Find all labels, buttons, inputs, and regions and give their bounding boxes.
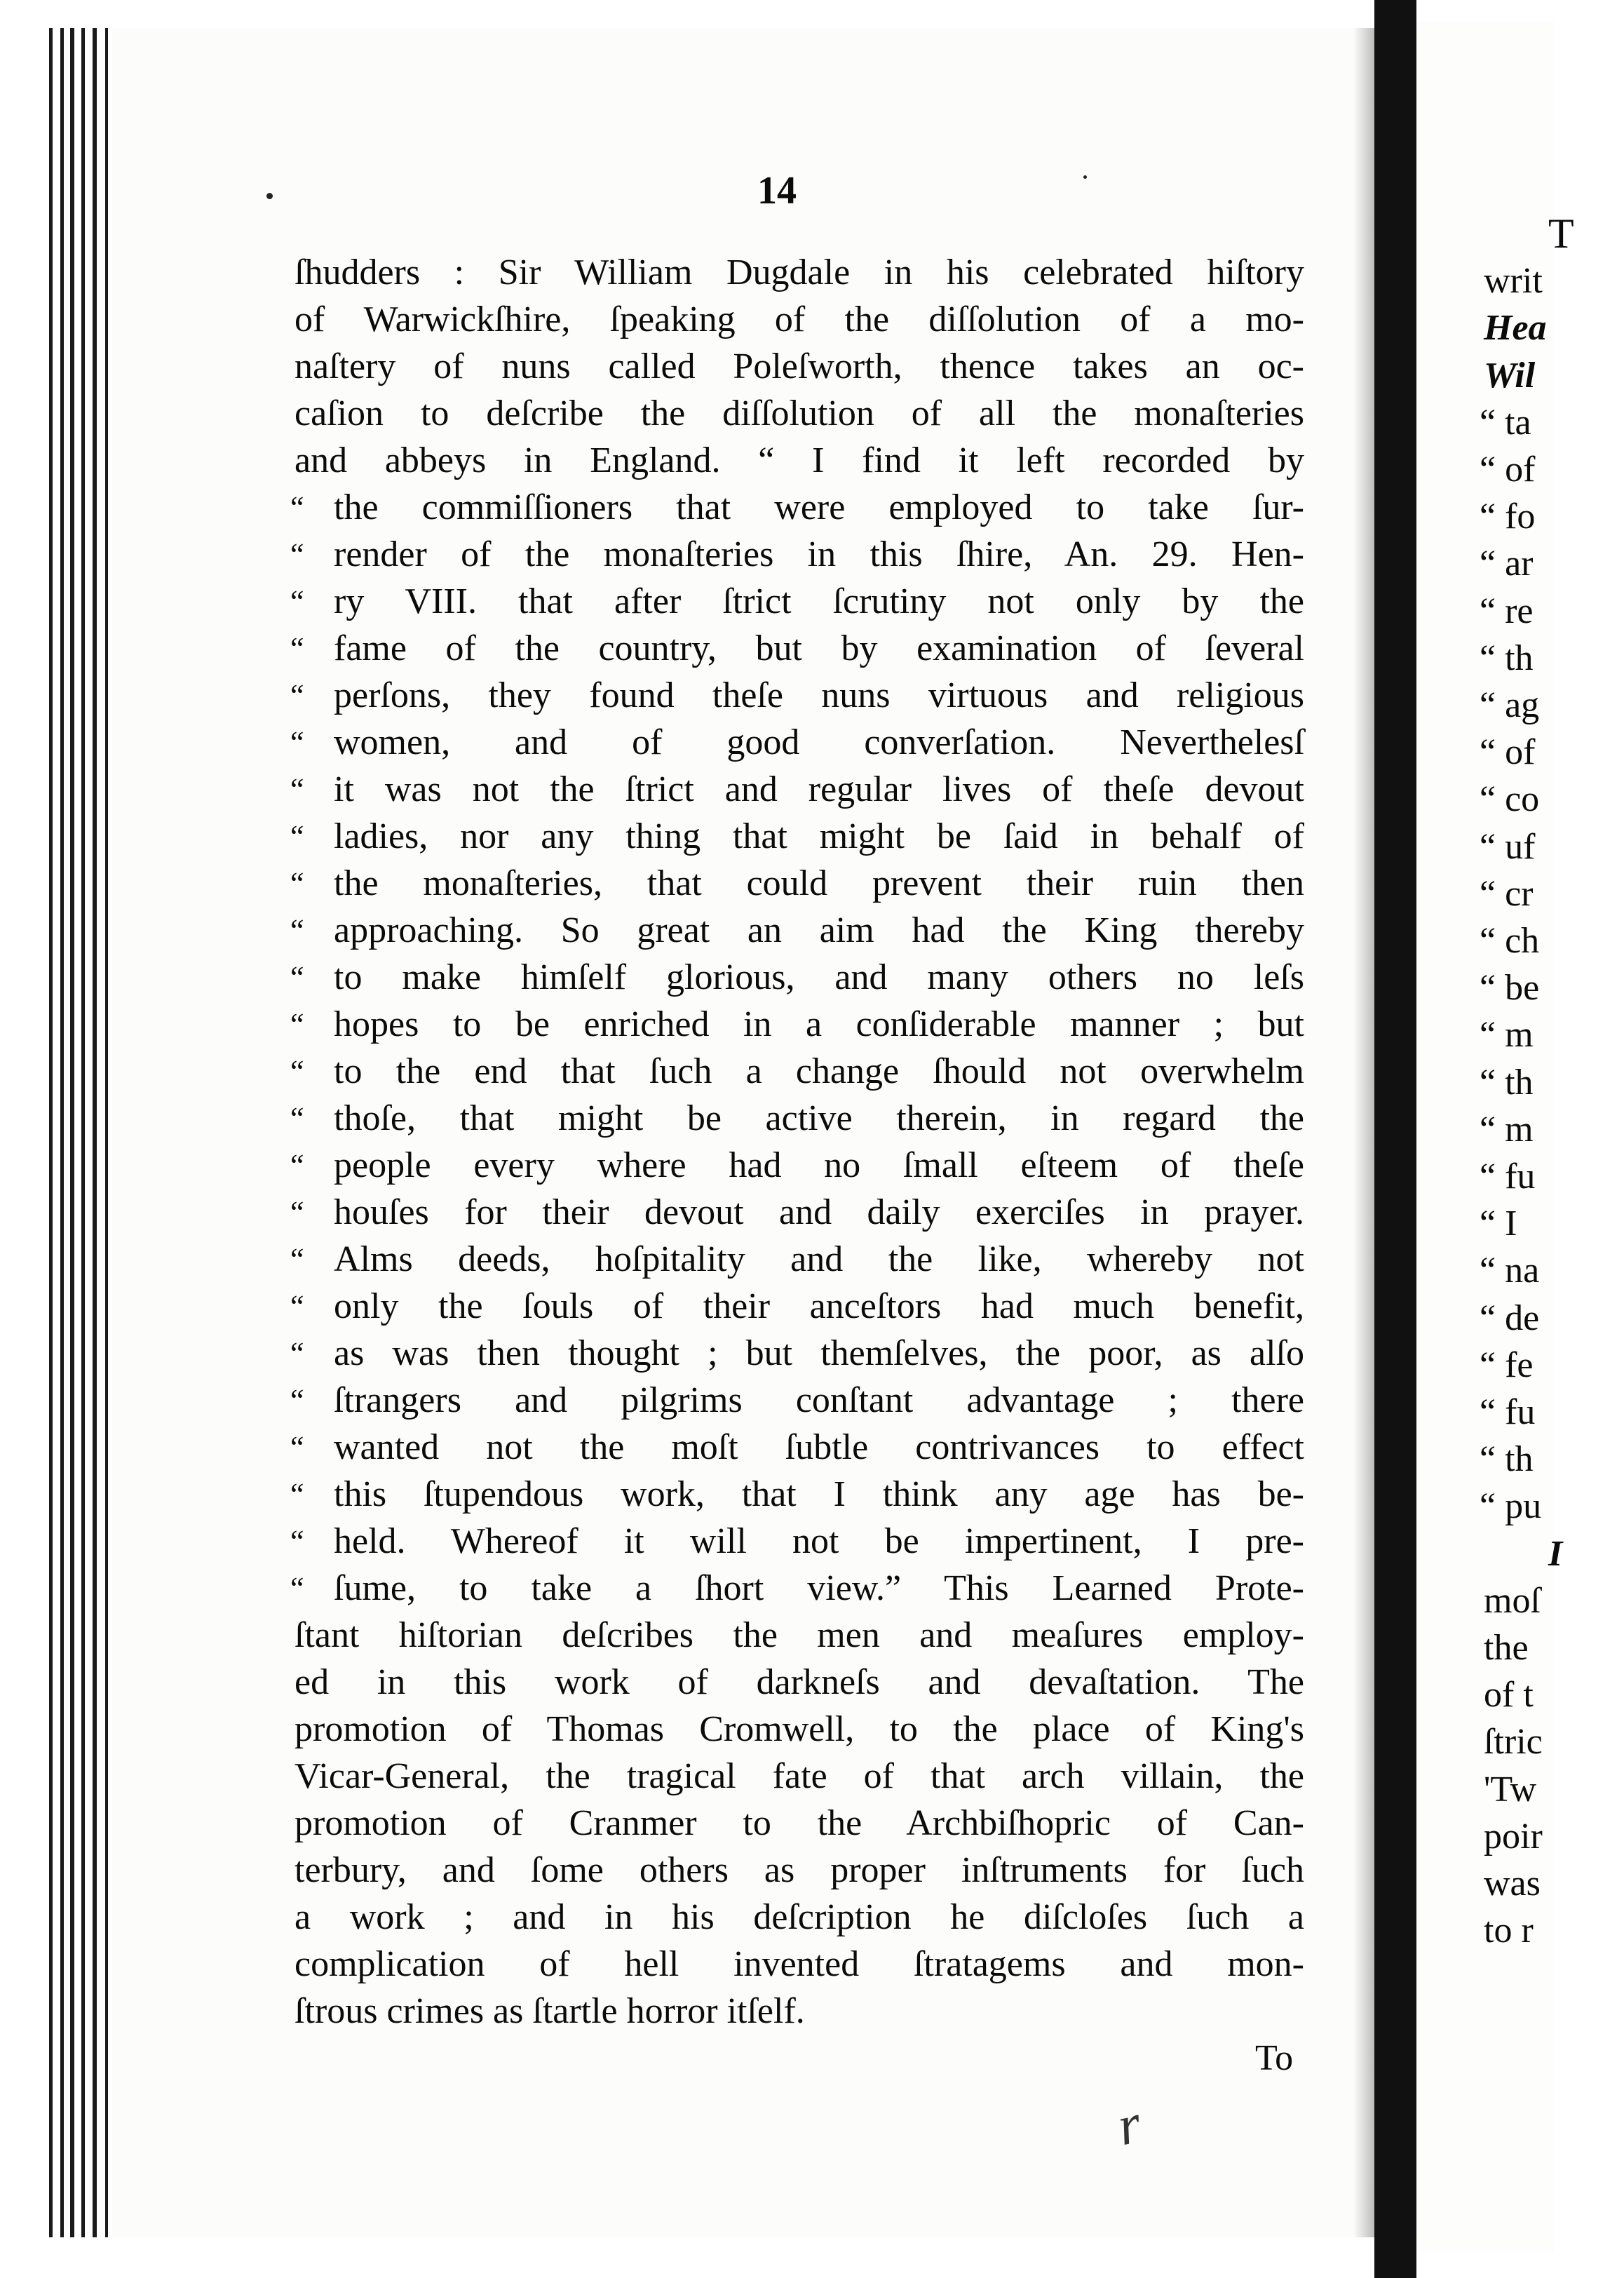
line-text: Alms deeds, hoſpitality and the like, whereby not	[334, 1239, 1304, 1279]
facing-line: “ th	[1480, 1062, 1534, 1103]
line-text: Vicar-General, the tragical fate of that arch villain, the	[295, 1756, 1304, 1796]
text-line	[290, 1236, 1304, 1283]
text-line	[295, 1612, 1304, 1659]
facing-line: “ na	[1480, 1251, 1540, 1291]
quote-mark: “	[290, 1007, 304, 1042]
page-edge-line	[81, 28, 85, 2237]
text-line	[290, 1518, 1304, 1565]
book-gutter	[1374, 0, 1416, 2278]
quote-mark: “	[290, 1430, 304, 1464]
line-text: promotion of Cranmer to the Archbiſhopric of Can-	[295, 1803, 1304, 1843]
quote-mark: “	[290, 1336, 304, 1370]
text-line	[290, 766, 1304, 813]
facing-line: 'Tw	[1484, 1769, 1537, 1809]
facing-line: “ th	[1480, 638, 1534, 678]
facing-line: writ	[1484, 261, 1543, 302]
line-text: terbury, and ſome others as proper inſtruments for ſuch	[295, 1850, 1304, 1890]
quote-mark: “	[290, 960, 304, 995]
text-line	[295, 390, 1304, 437]
text-line	[290, 1330, 1304, 1377]
line-text: ſtrangers and pilgrims conſtant advantage ; there	[334, 1380, 1304, 1420]
line-text: people every where had no ſmall eſteem of theſe	[334, 1145, 1304, 1185]
facing-line: “ cr	[1480, 873, 1534, 914]
facing-line: “ I	[1480, 1204, 1517, 1244]
quote-mark: “	[290, 1101, 304, 1135]
line-text: houſes for their devout and daily exerciſes in prayer.	[334, 1192, 1304, 1232]
gutter-shadow	[1353, 28, 1374, 2237]
facing-line: “ be	[1480, 968, 1540, 1009]
line-text: caſion to deſcribe the diſſolution of all the monaſteries	[295, 393, 1304, 433]
facing-line: “ de	[1480, 1298, 1540, 1338]
quote-mark: “	[290, 1195, 304, 1229]
quote-mark: “	[290, 490, 304, 525]
facing-line: “ m	[1480, 1109, 1534, 1150]
facing-line: “ fu	[1480, 1392, 1536, 1432]
facing-line: Wil	[1484, 355, 1536, 396]
line-text: approaching. So great an aim had the King thereby	[334, 910, 1304, 950]
text-line	[290, 1189, 1304, 1236]
quote-mark: “	[290, 913, 304, 948]
facing-line: Hea	[1484, 308, 1547, 349]
facing-line: “ of	[1480, 450, 1536, 490]
line-text: women, and of good converſation. Neverthelesſ	[334, 722, 1304, 762]
line-text: promotion of Thomas Cromwell, to the place of King's	[295, 1709, 1304, 1749]
text-line	[295, 343, 1304, 390]
line-text: this ſtupendous work, that I think any age has be-	[334, 1474, 1304, 1514]
line-text: ſhudders : Sir William Dugdale in his celebrated hiſtory	[295, 252, 1304, 292]
quote-mark: “	[290, 1477, 304, 1511]
text-line	[290, 1001, 1304, 1048]
page-number: 14	[757, 169, 797, 213]
quote-mark: “	[290, 678, 304, 713]
text-line	[290, 531, 1304, 578]
facing-line: ſtric	[1484, 1722, 1543, 1763]
facing-line: I	[1548, 1533, 1563, 1574]
page-edge-line	[60, 28, 64, 2237]
facing-line: “ co	[1480, 779, 1540, 820]
page-edge-line	[70, 28, 74, 2237]
text-line	[290, 1471, 1304, 1518]
line-text: the monaſteries, that could prevent their ruin then	[334, 863, 1304, 903]
text-line	[295, 1894, 1304, 1941]
text-line	[290, 484, 1304, 531]
line-text: fame of the country, but by examination of ſeveral	[334, 628, 1304, 668]
quote-mark: “	[290, 1242, 304, 1276]
facing-line: moſ	[1484, 1580, 1541, 1621]
facing-line: “ ch	[1480, 921, 1540, 961]
line-text: of Warwickſhire, ſpeaking of the diſſolution of a mo-	[295, 299, 1304, 339]
text-line	[290, 1424, 1304, 1471]
facing-line: poir	[1484, 1816, 1543, 1856]
quote-mark: “	[290, 819, 304, 854]
text-line	[290, 860, 1304, 907]
facing-page	[1416, 21, 1574, 2251]
line-text: only the ſouls of their anceſtors had much benefit,	[334, 1286, 1304, 1326]
line-text: wanted not the moſt ſubtle contrivances to effect	[334, 1427, 1304, 1467]
text-line	[290, 813, 1304, 860]
text-line	[295, 1659, 1304, 1706]
quote-mark: “	[290, 772, 304, 807]
facing-line: “ m	[1480, 1015, 1534, 1056]
facing-line: “ ar	[1480, 544, 1534, 584]
text-line	[290, 1283, 1304, 1330]
text-line	[290, 1377, 1304, 1424]
quote-mark: “	[290, 1524, 304, 1558]
text-line	[295, 1800, 1304, 1847]
quote-mark: “	[290, 584, 304, 619]
text-line	[290, 719, 1304, 766]
quote-mark: “	[290, 1148, 304, 1182]
facing-line: “ th	[1480, 1439, 1534, 1480]
text-line	[295, 1753, 1304, 1800]
line-text: a work ; and in his deſcription he diſcloſes ſuch a	[295, 1897, 1304, 1937]
quote-mark: “	[290, 631, 304, 666]
facing-line: to r	[1484, 1910, 1534, 1951]
text-line	[295, 1847, 1304, 1894]
line-text: ſtrous crimes as ſtartle horror itſelf.	[295, 1991, 805, 2031]
facing-line: “ fu	[1480, 1157, 1536, 1197]
page-edge-line	[105, 28, 108, 2237]
facing-line: “ ta	[1480, 402, 1531, 443]
line-text: to make himſelf glorious, and many others no leſs	[334, 957, 1304, 997]
quote-mark: “	[290, 1383, 304, 1417]
line-text: as was then thought ; but themſelves, the poor, as alſo	[334, 1333, 1304, 1373]
line-text: thoſe, that might be active therein, in regard the	[334, 1098, 1304, 1138]
text-line	[295, 249, 1304, 296]
page-edge-line	[49, 28, 53, 2237]
text-line	[290, 1095, 1304, 1142]
page-edge-stack	[49, 28, 119, 2237]
page-edge-line	[93, 28, 97, 2237]
facing-line: “ pu	[1480, 1486, 1542, 1527]
line-text: naſtery of nuns called Poleſworth, thence takes an oc-	[295, 346, 1304, 386]
line-text: ſtant hiſtorian deſcribes the men and meaſures employ-	[295, 1615, 1304, 1655]
text-line	[295, 296, 1304, 343]
speck	[266, 193, 273, 199]
quote-mark: “	[290, 1054, 304, 1089]
text-line	[290, 907, 1304, 954]
line-text: to the end that ſuch a change ſhould not overwhelm	[334, 1051, 1304, 1091]
line-text: and abbeys in England. “ I find it left recorded by	[295, 440, 1304, 480]
quote-mark: “	[290, 725, 304, 760]
line-text: ſume, to take a ſhort view.” This Learned Prote-	[334, 1568, 1304, 1608]
facing-line: of t	[1484, 1675, 1534, 1716]
facing-line: “ of	[1480, 732, 1536, 773]
facing-line: “ fe	[1480, 1344, 1534, 1385]
speck	[1083, 175, 1087, 179]
facing-line: “ re	[1480, 591, 1534, 631]
line-text: ed in this work of darkneſs and devaſtation. The	[295, 1662, 1304, 1702]
line-text: complication of hell invented ſtratagems and mon-	[295, 1944, 1304, 1984]
facing-line: the	[1484, 1628, 1529, 1668]
catchword: To	[1255, 2038, 1294, 2078]
line-text: render of the monaſteries in this ſhire, An. 29. Hen-	[334, 534, 1304, 574]
facing-line: “ uf	[1480, 826, 1536, 867]
text-line	[290, 1565, 1304, 1612]
handwritten-mark: r	[1112, 2092, 1146, 2158]
text-line	[290, 625, 1304, 672]
text-line	[290, 954, 1304, 1001]
quote-mark: “	[290, 1571, 304, 1605]
facing-line: T	[1548, 210, 1574, 257]
line-text: it was not the ſtrict and regular lives of theſe devout	[334, 769, 1304, 809]
text-line	[290, 1142, 1304, 1189]
line-text: hopes to be enriched in a conſiderable manner ; but	[334, 1004, 1304, 1044]
facing-line: “ fo	[1480, 497, 1536, 537]
quote-mark: “	[290, 1289, 304, 1323]
facing-line: “ ag	[1480, 685, 1540, 725]
text-line	[295, 1941, 1304, 1988]
line-text: perſons, they found theſe nuns virtuous and religious	[334, 675, 1304, 715]
line-text: ry VIII. that after ſtrict ſcrutiny not only by the	[334, 581, 1304, 621]
text-line	[290, 1048, 1304, 1095]
text-line	[295, 1706, 1304, 1753]
text-line	[295, 1988, 1304, 2035]
quote-mark: “	[290, 537, 304, 572]
line-text: the commiſſioners that were employed to take ſur-	[334, 487, 1304, 527]
text-line	[290, 672, 1304, 719]
text-line	[290, 578, 1304, 625]
quote-mark: “	[290, 866, 304, 901]
text-line	[295, 437, 1304, 484]
line-text: held. Whereof it will not be impertinent, I pre-	[334, 1521, 1304, 1561]
facing-line: was	[1484, 1863, 1541, 1903]
line-text: ladies, nor any thing that might be ſaid in behalf of	[334, 816, 1304, 856]
